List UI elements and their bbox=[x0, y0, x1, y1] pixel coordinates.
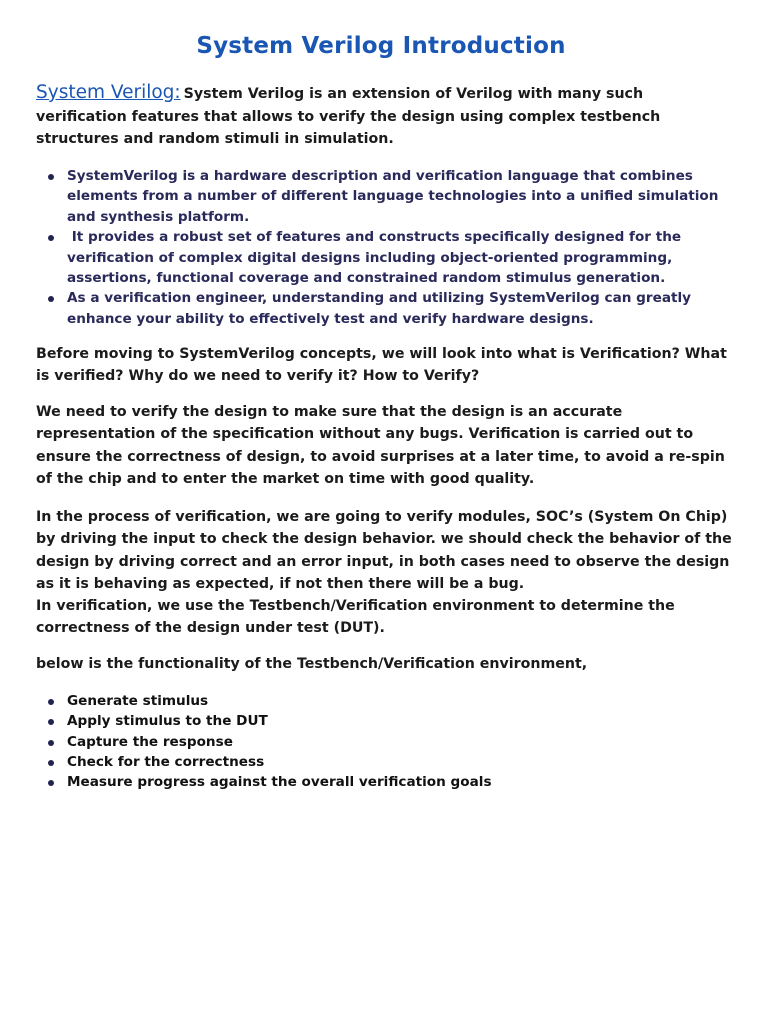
intro-text: System Verilog is an extension of Verilog with many such verification features that allows to verify the design using complex testbench structures and random stimuli in simulation. bbox=[36, 86, 661, 147]
verification-process-paragraph: In the process of verification, we are going to verify modules, SOC’s (System On Chip) by driving the input to check the design behavior. we should check the behavior of the design by driving correct and an error input, in both cases need to observe the design as it is behaving as expected, if not then there will be a bug. bbox=[36, 509, 732, 593]
list-item: Generate stimulus bbox=[36, 691, 726, 711]
list-item: Measure progress against the overall verification goals bbox=[36, 772, 726, 792]
bullet-dot-icon bbox=[48, 740, 54, 746]
system-verilog-link[interactable]: System Verilog: bbox=[36, 82, 181, 103]
bullet-dot-icon bbox=[48, 760, 54, 766]
bullet-dot-icon bbox=[48, 699, 54, 705]
list-item: It provides a robust set of features and constructs specifically designed for the verification of complex digital designs including object-oriented programming, assertions, functional coverage and constrained random stimulus generation. bbox=[36, 227, 726, 288]
bullet-dot-icon bbox=[48, 174, 54, 180]
intro-bullet-list bbox=[36, 166, 726, 329]
bullet-dot-icon bbox=[48, 235, 54, 241]
verification-questions-paragraph: Before moving to SystemVerilog concepts, we will look into what is Verification? What is verified? Why do we need to verify it? How to Verify? bbox=[36, 346, 727, 385]
functionality-intro-paragraph: below is the functionality of the Testbench/Verification environment, bbox=[36, 656, 588, 672]
page-title: System Verilog Introduction bbox=[196, 33, 566, 59]
testbench-paragraph: In verification, we use the Testbench/Verification environment to determine the correctness of the design under test (DUT). bbox=[36, 598, 675, 637]
list-item: Capture the response bbox=[36, 732, 726, 752]
intro-paragraph bbox=[36, 82, 736, 151]
list-item: Apply stimulus to the DUT bbox=[36, 711, 726, 731]
list-item: Check for the correctness bbox=[36, 752, 726, 772]
bullet-dot-icon bbox=[48, 296, 54, 302]
bullet-dot-icon bbox=[48, 719, 54, 725]
verification-purpose-paragraph: We need to verify the design to make sure that the design is an accurate representation of the specification without any bugs. Verification is carried out to ensure the correctness of design, to avoid surprises at a later time, to avoid a re-spin of the chip and to enter the market on time with good quality. bbox=[36, 404, 725, 488]
functionality-bullet-list bbox=[36, 691, 726, 792]
list-item: As a verification engineer, understanding and utilizing SystemVerilog can greatly enhance your ability to effectively test and verify hardware designs. bbox=[36, 288, 726, 329]
list-item: SystemVerilog is a hardware description and verification language that combines elements from a number of different language technologies into a unified simulation and synthesis platform. bbox=[36, 166, 726, 227]
bullet-dot-icon bbox=[48, 780, 54, 786]
